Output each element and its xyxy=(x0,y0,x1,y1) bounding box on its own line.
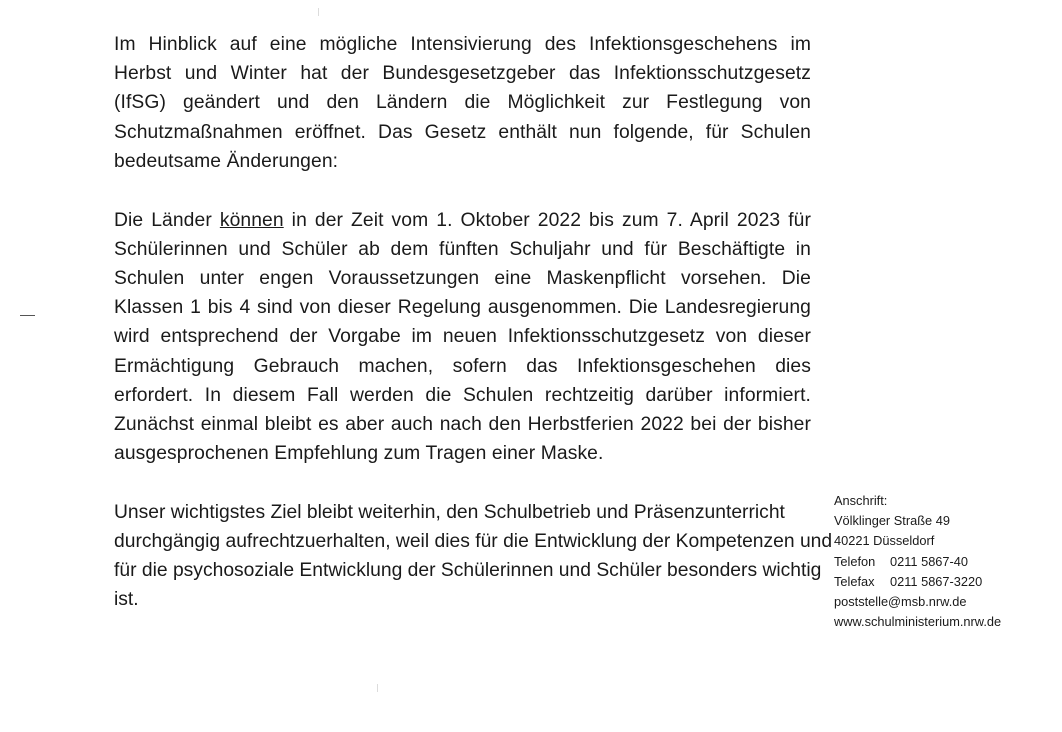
fold-mark xyxy=(20,315,35,316)
paragraph-mask-regulation-rest: in der Zeit vom 1. Oktober 2022 bis zum 7. April 2023 für Schülerinnen und Schüler ab dem fünften Schuljahr und für Beschäftigte in Schulen unter engen Voraussetzungen eine Maskenpflicht vorsehen. Die Klassen 1 bis 4 sind von dieser Regelung ausgenommen. Die Landesregierung wird entsprechend der Vorgabe im neuen Infektionsschutzgesetz von dieser Ermächtigung Gebrauch machen, sofern das Infektionsgeschehen dies erfordert. In diesem Fall werden die Schulen rechtzeitig darüber informiert. Zunächst einmal bleibt es aber auch nach den Herbstferien 2022 bei der bisher ausgesprochenen Empfehlung zum Tragen einer Maske. xyxy=(114,209,811,465)
phone-number: 0211 5867-40 xyxy=(890,553,969,569)
address-city: 40221 Düsseldorf xyxy=(834,533,935,549)
address-heading: Anschrift: xyxy=(834,493,888,508)
fax-number: 0211 5867-3220 xyxy=(890,573,983,589)
address-street: Völklinger Straße 49 xyxy=(834,513,950,529)
fax-label: Telefax xyxy=(834,573,875,589)
address-block xyxy=(834,491,1054,632)
paragraph-ifsg-intro: Im Hinblick auf eine mögliche Intensivierung des Infektionsgeschehens im Herbst und Winter hat der Bundesgesetzgeber das Infektionsschutzgesetz (IfSG) geändert und den Ländern die Möglichkeit zur Festlegung von Schutzmaßnahmen eröffnet. Das Gesetz enthält nun folgende, für Schulen bedeutsame Änderungen: xyxy=(114,34,811,172)
address-website: www.schulministerium.nrw.de xyxy=(834,614,1002,630)
phone-label: Telefon xyxy=(834,553,876,569)
scan-artifact xyxy=(318,8,319,16)
address-email: poststelle@msb.nrw.de xyxy=(834,594,967,610)
paragraph-mask-regulation xyxy=(114,206,811,469)
address-fax-row xyxy=(834,572,1054,592)
underlined-word-koennen: können xyxy=(219,209,284,231)
letter-body xyxy=(114,30,833,615)
paragraph-main-goal: Unser wichtigstes Ziel bleibt weiterhin, den Schulbetrieb und Präsenzunterricht durchgängig aufrechtzuerhalten, weil dies für die Entwicklung der Kompetenzen und für die psychosoziale Entwicklung der Schülerinnen und Schüler besonders wichtig ist. xyxy=(114,501,833,611)
scan-artifact xyxy=(377,684,378,692)
address-phone-row xyxy=(834,552,1054,572)
paragraph-mask-regulation-start: Die Länder xyxy=(114,209,220,231)
